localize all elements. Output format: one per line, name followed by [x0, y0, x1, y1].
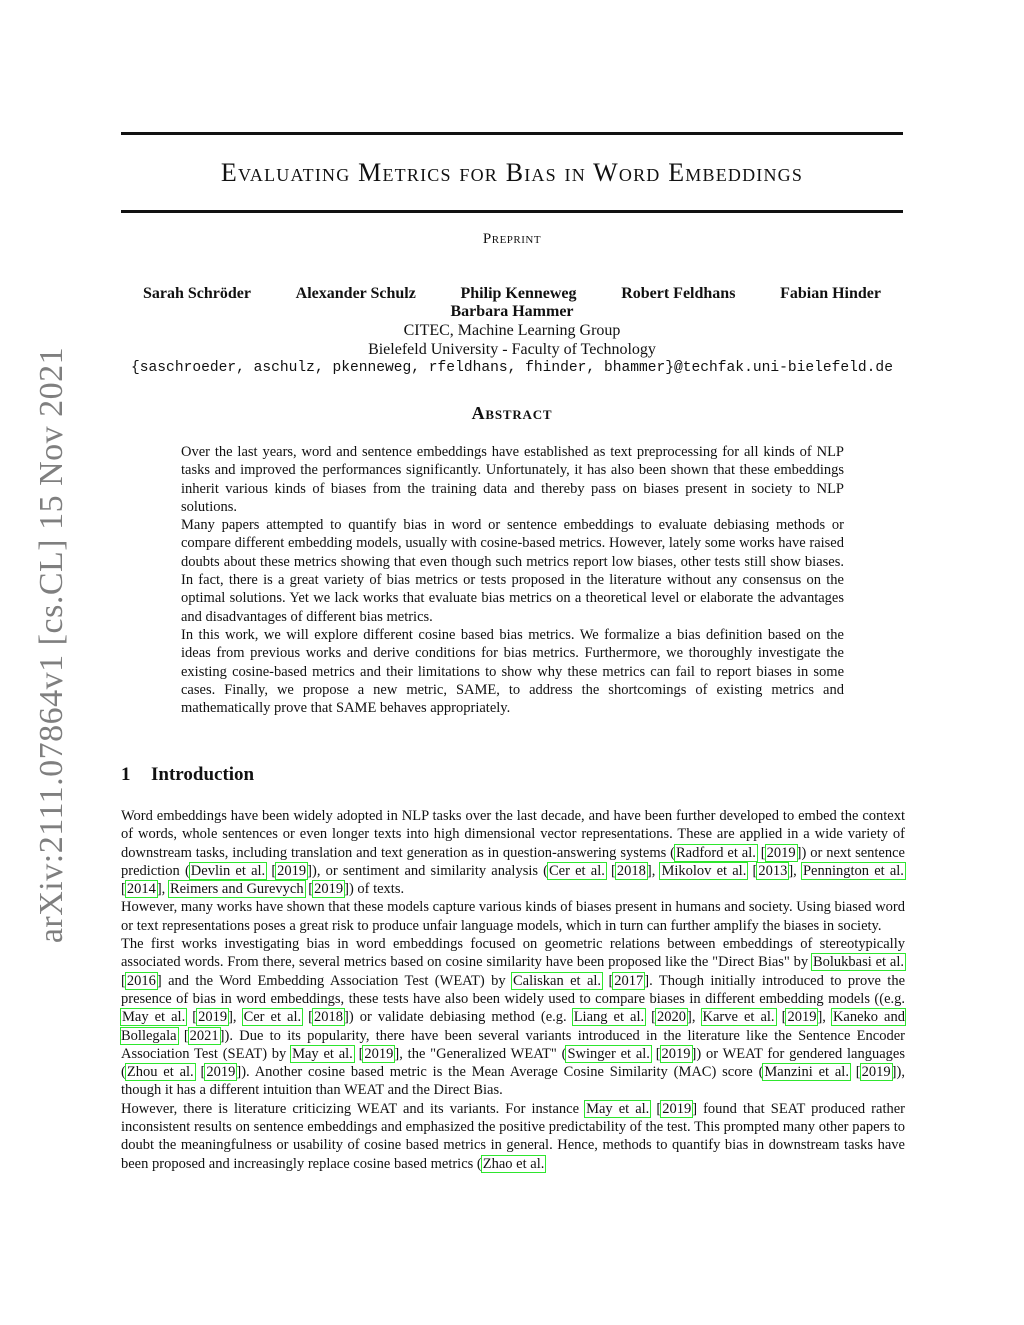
abstract-paragraph: Over the last years, word and sentence embeddings have established as text preprocessing for all kinds of NLP tasks and improved the performances significantly. Unfortunately, it has also been shown that these embeddings inherit various kinds of biases from the training data and thereby pass on biases present in society to NLP solutions.	[181, 444, 844, 515]
affiliation: CITEC, Machine Learning Group	[403, 322, 621, 339]
citation-year-link[interactable]: 2019	[661, 1045, 691, 1062]
citation-link[interactable]: Cer et al.	[549, 862, 605, 879]
abstract-body	[181, 443, 844, 717]
citation-link[interactable]: Zhao et al.	[482, 1155, 545, 1172]
preprint-label: Preprint	[482, 231, 542, 247]
body-paragraph: However, many works have shown that these models capture various kinds of biases present in humans and society. Using biased word or text representations poses a great risk to produce unfair language models, which in turn can further amplify the biases in society.	[121, 899, 905, 934]
section-number: 1	[121, 764, 131, 785]
citation-link[interactable]: Karve et al.	[702, 1009, 775, 1026]
citation-link[interactable]: Cer et al.	[243, 1009, 302, 1026]
citation-year-link[interactable]: 2019	[787, 1009, 817, 1026]
abstract-paragraph: Many papers attempted to quantify bias in word or sentence embeddings to evaluate debiasing methods or compare different embedding models, usually with cosine-based metrics. However, lately some works have raised doubts about these metrics showing that even though such metrics report low biases, other tests still show biases. In fact, there is a great variety of bias metrics or tests proposed in the literature without any consensus on the optimal solutions. Yet we lack works that evaluate bias metrics on a theoretical level or elaborate the advantages and disadvantages of different bias metrics.	[181, 517, 844, 625]
citation-year-link[interactable]: 2019	[364, 1045, 394, 1062]
arxiv-identifier-text: arXiv:2111.07864v1 [cs.CL] 15 Nov 2021	[33, 346, 70, 944]
citation-year-link[interactable]: 2019	[314, 881, 344, 898]
abstract-heading: Abstract	[471, 403, 553, 423]
citation-year-link[interactable]: 2021	[189, 1027, 219, 1044]
citation-year-link[interactable]: 2019	[277, 862, 307, 879]
title-top-rule	[121, 132, 903, 135]
section-title: Introduction	[151, 764, 255, 785]
institution: Bielefeld University - Faculty of Technology	[368, 341, 656, 358]
citation-link[interactable]: Swinger et al.	[567, 1045, 650, 1062]
section-heading	[121, 764, 254, 786]
citation-link[interactable]: Zhou et al.	[126, 1064, 194, 1081]
citation-link[interactable]: Mikolov et al.	[661, 862, 747, 879]
citation-year-link[interactable]: 2019	[662, 1100, 692, 1117]
citation-year-link[interactable]: 2019	[861, 1064, 891, 1081]
citation-year-link[interactable]: 2019	[206, 1064, 236, 1081]
citation-year-link[interactable]: 2017	[614, 972, 644, 989]
body-paragraph: Word embeddings have been widely adopted in NLP tasks over the last decade, and have been further developed to embed the context of words, whole sentences or even longer texts into high dimensional vector representations. These are applied in a wide variety of downstream tasks, including translation and text generation as in question-answering systems (Radford et al. [2019]) or next sentence prediction (Devlin et al. [2019]), or sentiment and similarity analysis (Cer et al. [2018], Mikolov et al. [2013], Pennington et al. [2014], Reimers and Gurevych [2019]) of texts.	[121, 808, 905, 898]
author-name: Sarah Schröder	[143, 285, 251, 302]
citation-link[interactable]: Radford et al.	[676, 844, 756, 861]
citation-year-link[interactable]: 2016	[126, 972, 156, 989]
citation-link[interactable]: Pennington et al.	[802, 862, 904, 879]
body-paragraph: The first works investigating bias in word embeddings focused on geometric relations between embeddings of stereotypically associated words. From there, several metrics based on cosine similarity have been proposed like the "Direct Bias" by Bolukbasi et al. [2016] and the Word Embedding Association Test (WEAT) by Caliskan et al. [2017]. Though initially introduced to prove the presence of bias in word embeddings, these tests have also been widely used to compare biases in different embedding models ((e.g. May et al. [2019], Cer et al. [2018]) or validate debiasing method (e.g. Liang et al. [2020], Karve et al. [2019], Kaneko and Bollegala [2021]). Due to its popularity, there have been several variants introduced in the literature like the Sentence Encoder Association Test (SEAT) by May et al. [2019], the "Generalized WEAT" (Swinger et al. [2019]) or WEAT for gendered languages (Zhou et al. [2019]). Another cosine based metric is the Mean Average Cosine Similarity (MAC) score (Manzini et al. [2019]), though it has a different intuition than WEAT and the Direct Bias.	[121, 936, 906, 1099]
citation-link[interactable]: May et al.	[586, 1100, 650, 1117]
citation-year-link[interactable]: 2019	[198, 1009, 228, 1026]
title-bottom-rule	[121, 210, 903, 213]
citation-link[interactable]: Liang et al.	[573, 1009, 645, 1026]
citation-link[interactable]: Manzini et al.	[764, 1064, 849, 1081]
citation-link[interactable]: Kaneko and Bollegala	[121, 1009, 905, 1044]
citation-link[interactable]: Devlin et al.	[190, 862, 266, 879]
author-list	[121, 285, 903, 303]
citation-year-link[interactable]: 2013	[758, 862, 788, 879]
body-paragraph: However, there is literature criticizing WEAT and its variants. For instance May et al. [2019] found that SEAT produced rather inconsistent results on sentence embeddings and emphasized the positive predictability of the test. This prompted many other papers to doubt the meaningfulness or usability of cosine based metrics in general. Hence, methods to quantify bias in downstream tasks have been proposed and increasingly replace cosine based metrics (Zhao et al.	[121, 1100, 905, 1172]
arxiv-identifier	[28, 346, 76, 944]
citation-year-link[interactable]: 2014	[126, 881, 156, 898]
author-name: Robert Feldhans	[621, 285, 736, 302]
author-emails: {saschroeder, aschulz, pkenneweg, rfeldhans, fhinder, bhammer}@techfak.uni-bielefeld.de	[131, 360, 893, 376]
author-name: Barbara Hammer	[450, 303, 574, 320]
citation-year-link[interactable]: 2020	[657, 1009, 687, 1026]
introduction-body	[121, 807, 905, 1173]
citation-link[interactable]: May et al.	[122, 1009, 186, 1026]
paper-title: Evaluating Metrics for Bias in Word Embeddings	[220, 158, 804, 187]
citation-link[interactable]: Bolukbasi et al.	[812, 954, 904, 971]
author-name: Fabian Hinder	[780, 285, 881, 302]
citation-link[interactable]: May et al.	[292, 1045, 353, 1062]
author-name: Alexander Schulz	[295, 285, 416, 302]
citation-link[interactable]: Reimers and Gurevych	[169, 881, 304, 898]
citation-year-link[interactable]: 2018	[616, 862, 646, 879]
citation-link[interactable]: Caliskan et al.	[513, 972, 602, 989]
citation-year-link[interactable]: 2018	[314, 1009, 344, 1026]
abstract-paragraph: In this work, we will explore different cosine based bias metrics. We formalize a bias definition based on the ideas from previous works and derive conditions for bias metrics. Furthermore, we thoroughly investigate the existing cosine-based metrics and their limitations to show why these metrics can fail to report biases in some cases. Finally, we propose a new metric, SAME, to address the shortcomings of existing metrics and mathematically prove that SAME behaves appropriately.	[181, 626, 844, 717]
author-name: Philip Kenneweg	[460, 285, 577, 302]
citation-year-link[interactable]: 2019	[766, 844, 796, 861]
